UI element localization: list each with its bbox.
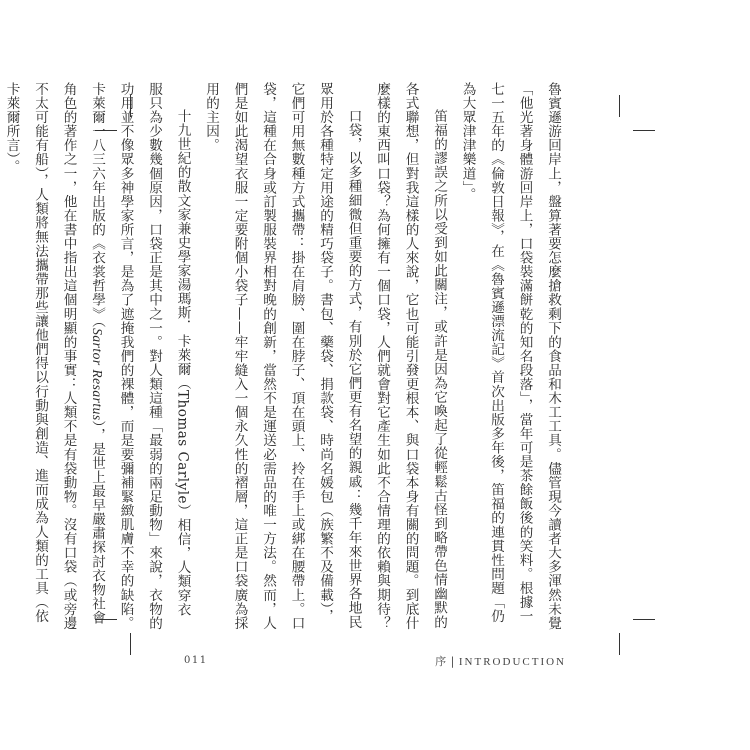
page-number: 011 — [184, 655, 208, 666]
paragraph: 口袋，以多種細微但重要的方式，有別於它們更有名望的親戚：幾千年來世界各地民眾用於各種特定用途的精巧袋子。書包、藥袋、捐款袋、時尚名媛包（族繁不及備載），它們可用無數種方式攜帶：掛在肩膀、圍在脖子、頂在頭上、拎在手上或綁在腰帶上。口袋，這種在合身或訂製服裝界相對晚的創新，當然不是運送必需品的唯一方法。然而，人們是如此渴望衣服一定要附個小袋子——牢牢縫入一個永久性的褶層，這正是口袋廣為採用的主因。 — [203, 82, 362, 630]
body-text — [3, 82, 567, 630]
paragraph: 十九世紀的散文家兼史學家湯瑪斯．卡萊爾（Thomas Carlyle）相信，人類穿衣服只為少數幾個原因，口袋正是其中之一。對人類這種「最弱的兩足動物」來說，衣物的功用並不像眾多神學家所言，是為了遮掩我們的裸體，而是要彌補緊緻肌膚不幸的缺陷。卡萊爾一八三六年出版的《衣裳哲學》（Sartor Resartus），是世上最早嚴肅探討衣物社會角色的著作之一，他在書中指出這個明顯的事實：人類不是有袋動物。沒有口袋（或旁邊不太可能有船），人類將無法攜帶那些讓他們得以行動與創造、進而成為人類的工具（依卡萊爾所言）。 — [3, 82, 191, 630]
running-head-en: INTRODUCTION — [458, 656, 566, 668]
book-title-english: Sartor Resartus — [90, 328, 105, 421]
paragraph: 魯賓遜游回岸上，盤算著要怎麼搶救剩下的食品和木工工具。儘管現今讀者大多渾然未覺「他光著身體游回岸上，口袋裝滿餅乾的知名段落」，當年可是茶餘飯後的笑料。根據一七一五年的《倫敦日報》，在《魯賓遜漂流記》首次出版多年後，笛福的連貫性問題「仍為大眾津津樂道」。 — [459, 82, 561, 630]
paragraph: 笛福的謬誤之所以受到如此關注，或許是因為它喚起了從輕鬆古怪到略帶色情幽默的各式聯想，但對我這樣的人來說，它也可能引發更根本、與口袋本身有關的問題。到底什麼樣的東西叫口袋？為何擁有一個口袋，人們就會對它產生如此不合情理的依賴與期待？ — [374, 82, 447, 630]
crop-mark-bottom-right-h — [633, 619, 655, 620]
crop-mark-bottom-left-v — [130, 633, 131, 655]
running-head — [435, 653, 566, 669]
crop-mark-top-right-h — [633, 130, 655, 131]
running-head-zh: 序 — [435, 655, 448, 668]
running-head-separator: | — [450, 655, 456, 668]
crop-mark-top-right-v — [619, 95, 620, 117]
crop-mark-bottom-right-v — [619, 633, 620, 655]
